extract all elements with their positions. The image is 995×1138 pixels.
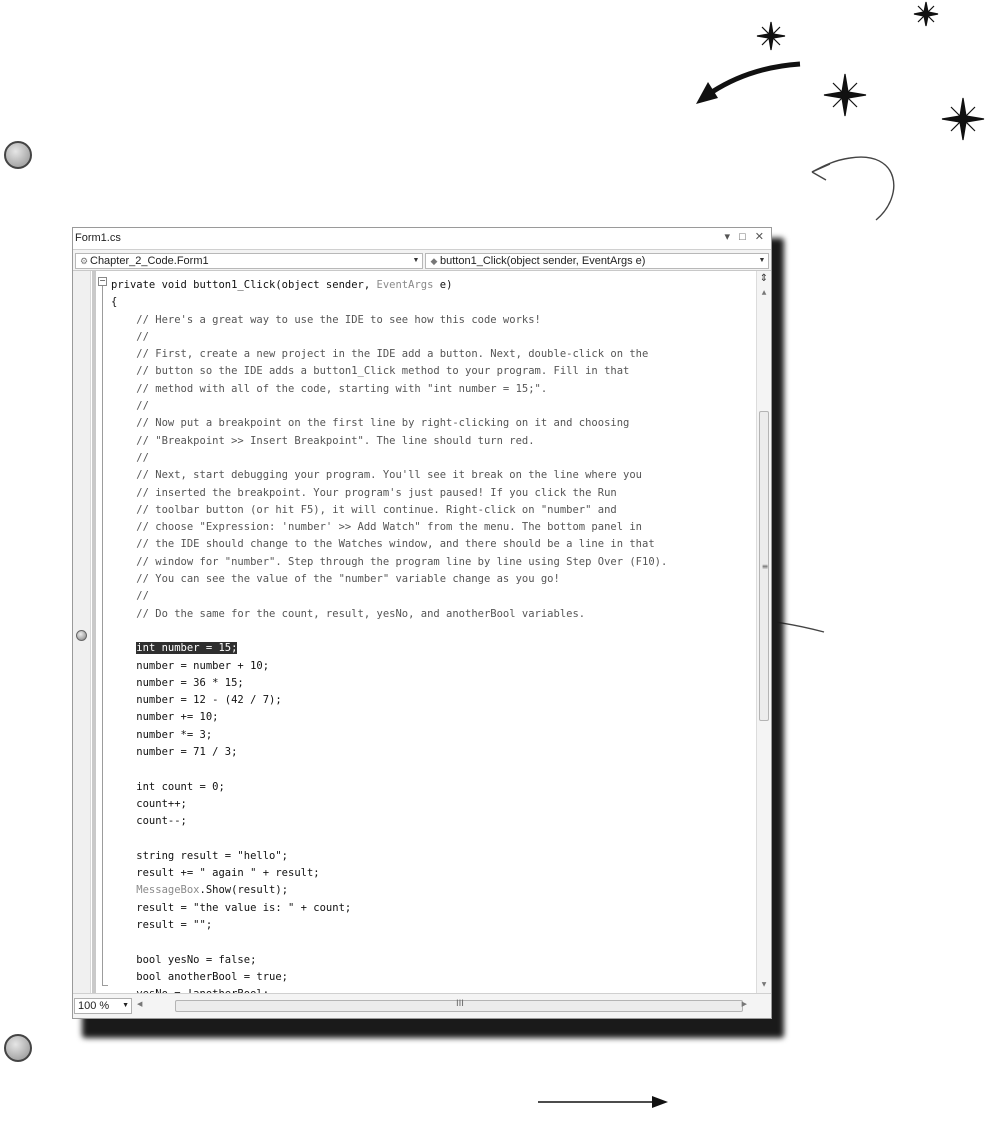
comment-line: // [111, 451, 149, 464]
chevron-down-icon[interactable]: ▼ [412, 257, 420, 264]
comment-line: // Now put a breakpoint on the first line by right-clicking on it and choosing [111, 417, 630, 430]
comment-line: // You can see the value of the "number" variable change as you go! [111, 573, 560, 586]
arrow-icon [538, 1096, 668, 1108]
change-tracking-bar [92, 271, 96, 993]
window-controls[interactable]: ▾ □ ✕ [724, 231, 767, 243]
vertical-scrollbar[interactable] [756, 271, 771, 993]
scroll-grip-icon: III [456, 999, 464, 1009]
method-dropdown[interactable] [425, 253, 769, 269]
comment-line: // First, create a new project in the IDE add a button. Next, double-click on the [111, 348, 649, 361]
step-circle-icon [4, 141, 32, 169]
scroll-up-icon[interactable]: ▲ [761, 289, 767, 296]
comment-line: // the IDE should change to the Watches window, and there should be a line in that [111, 538, 655, 551]
code-line: result = ""; [111, 918, 213, 931]
horizontal-scrollbar[interactable] [151, 999, 741, 1013]
zoom-dropdown[interactable] [74, 998, 132, 1014]
code-line: number *= 3; [111, 728, 213, 741]
code-editor-window [72, 227, 772, 1019]
code-line: string result = "hello"; [111, 849, 289, 862]
code-line: number = number + 10; [111, 659, 270, 672]
code-line [111, 640, 751, 657]
code-line: number += 10; [111, 711, 219, 724]
arrow-icon [696, 64, 800, 104]
hand-arrow-icon [812, 157, 894, 220]
scroll-right-icon[interactable]: ▶ [741, 1000, 747, 1008]
scroll-down-icon[interactable]: ▼ [761, 981, 767, 988]
code-line: count--; [111, 815, 187, 828]
class-icon: ⚙ [79, 256, 89, 266]
type-name: EventArgs [376, 279, 434, 291]
code-line: int count = 0; [111, 780, 225, 793]
type-name: MessageBox [111, 884, 200, 897]
class-dropdown-value: Chapter_2_Code.Form1 [90, 255, 209, 267]
comment-line: // toolbar button (or hit F5), it will continue. Right-click on "number" and [111, 503, 617, 516]
comment-line: // choose "Expression: 'number' >> Add Watch" from the menu. The bottom panel in [111, 521, 643, 534]
code-line: count++; [111, 797, 187, 810]
zoom-value: 100 % [78, 1000, 110, 1012]
code-line: result = "the value is: " + count; [111, 901, 352, 914]
scroll-left-icon[interactable]: ◀ [137, 1000, 143, 1008]
step-circle-icon [4, 1034, 32, 1062]
code-line: number = 36 * 15; [111, 676, 244, 689]
horizontal-scroll-thumb[interactable] [175, 1000, 743, 1012]
window-titlebar [73, 228, 771, 248]
outline-end [102, 985, 108, 986]
breakpoint-icon[interactable] [76, 630, 87, 641]
method-signature: private void button1_Click(object sender, [111, 279, 377, 291]
navigation-bar [73, 249, 771, 271]
class-dropdown[interactable] [75, 253, 423, 269]
code-line: bool yesNo = false; [111, 953, 257, 966]
comment-line: // Here's a great way to use the IDE to see how this code works! [111, 313, 541, 326]
code-line: number = 12 - (42 / 7); [111, 694, 282, 707]
scroll-grip-icon: ≡ [761, 562, 769, 571]
chevron-down-icon[interactable]: ▼ [122, 1002, 129, 1009]
code-line [111, 277, 751, 294]
chevron-down-icon[interactable]: ▼ [758, 257, 766, 264]
code-line [111, 882, 751, 899]
comment-line: // inserted the breakpoint. Your program's just paused! If you click the Run [111, 486, 617, 499]
method-signature-tail: e) [433, 279, 453, 291]
code-line: { [111, 296, 118, 309]
comment-line: // button so the IDE adds a button1_Click method to your program. Fill in that [111, 365, 630, 378]
comment-line: // [111, 590, 149, 603]
comment-line: // [111, 400, 149, 413]
method-dropdown-value: button1_Click(object sender, EventArgs e) [440, 255, 646, 267]
method-call: .Show(result); [199, 884, 289, 897]
collapse-outline-icon[interactable]: − [99, 276, 106, 285]
blank-line [111, 761, 751, 778]
blank-line [111, 934, 751, 951]
outline-line [102, 286, 103, 986]
comment-line: // Next, start debugging your program. You'll see it break on the line where you [111, 469, 643, 482]
code-line: bool anotherBool = true; [111, 970, 289, 983]
code-line: result += " again " + result; [111, 867, 320, 880]
comment-line: // "Breakpoint >> Insert Breakpoint". The line should turn red. [111, 434, 535, 447]
vertical-scroll-thumb[interactable] [759, 411, 769, 721]
comment-line: // Do the same for the count, result, yesNo, and anotherBool variables. [111, 607, 586, 620]
blank-line [111, 831, 751, 848]
breakpoint-line[interactable]: int number = 15; [136, 642, 238, 655]
sparkle-icon [757, 2, 984, 140]
blank-line [111, 623, 751, 640]
method-icon: ◆ [430, 256, 438, 266]
code-line: number = 71 / 3; [111, 746, 238, 759]
split-handle-icon[interactable]: ⇕ [759, 273, 769, 284]
code-text-area[interactable] [111, 277, 751, 989]
comment-line: // method with all of the code, starting with "int number = 15;". [111, 382, 548, 395]
comment-line: // [111, 330, 149, 343]
window-title: Form1.cs [75, 232, 121, 244]
comment-line: // window for "number". Step through the program line by line using Step Over (F10). [111, 555, 668, 568]
editor-bottom-bar [73, 993, 771, 1018]
